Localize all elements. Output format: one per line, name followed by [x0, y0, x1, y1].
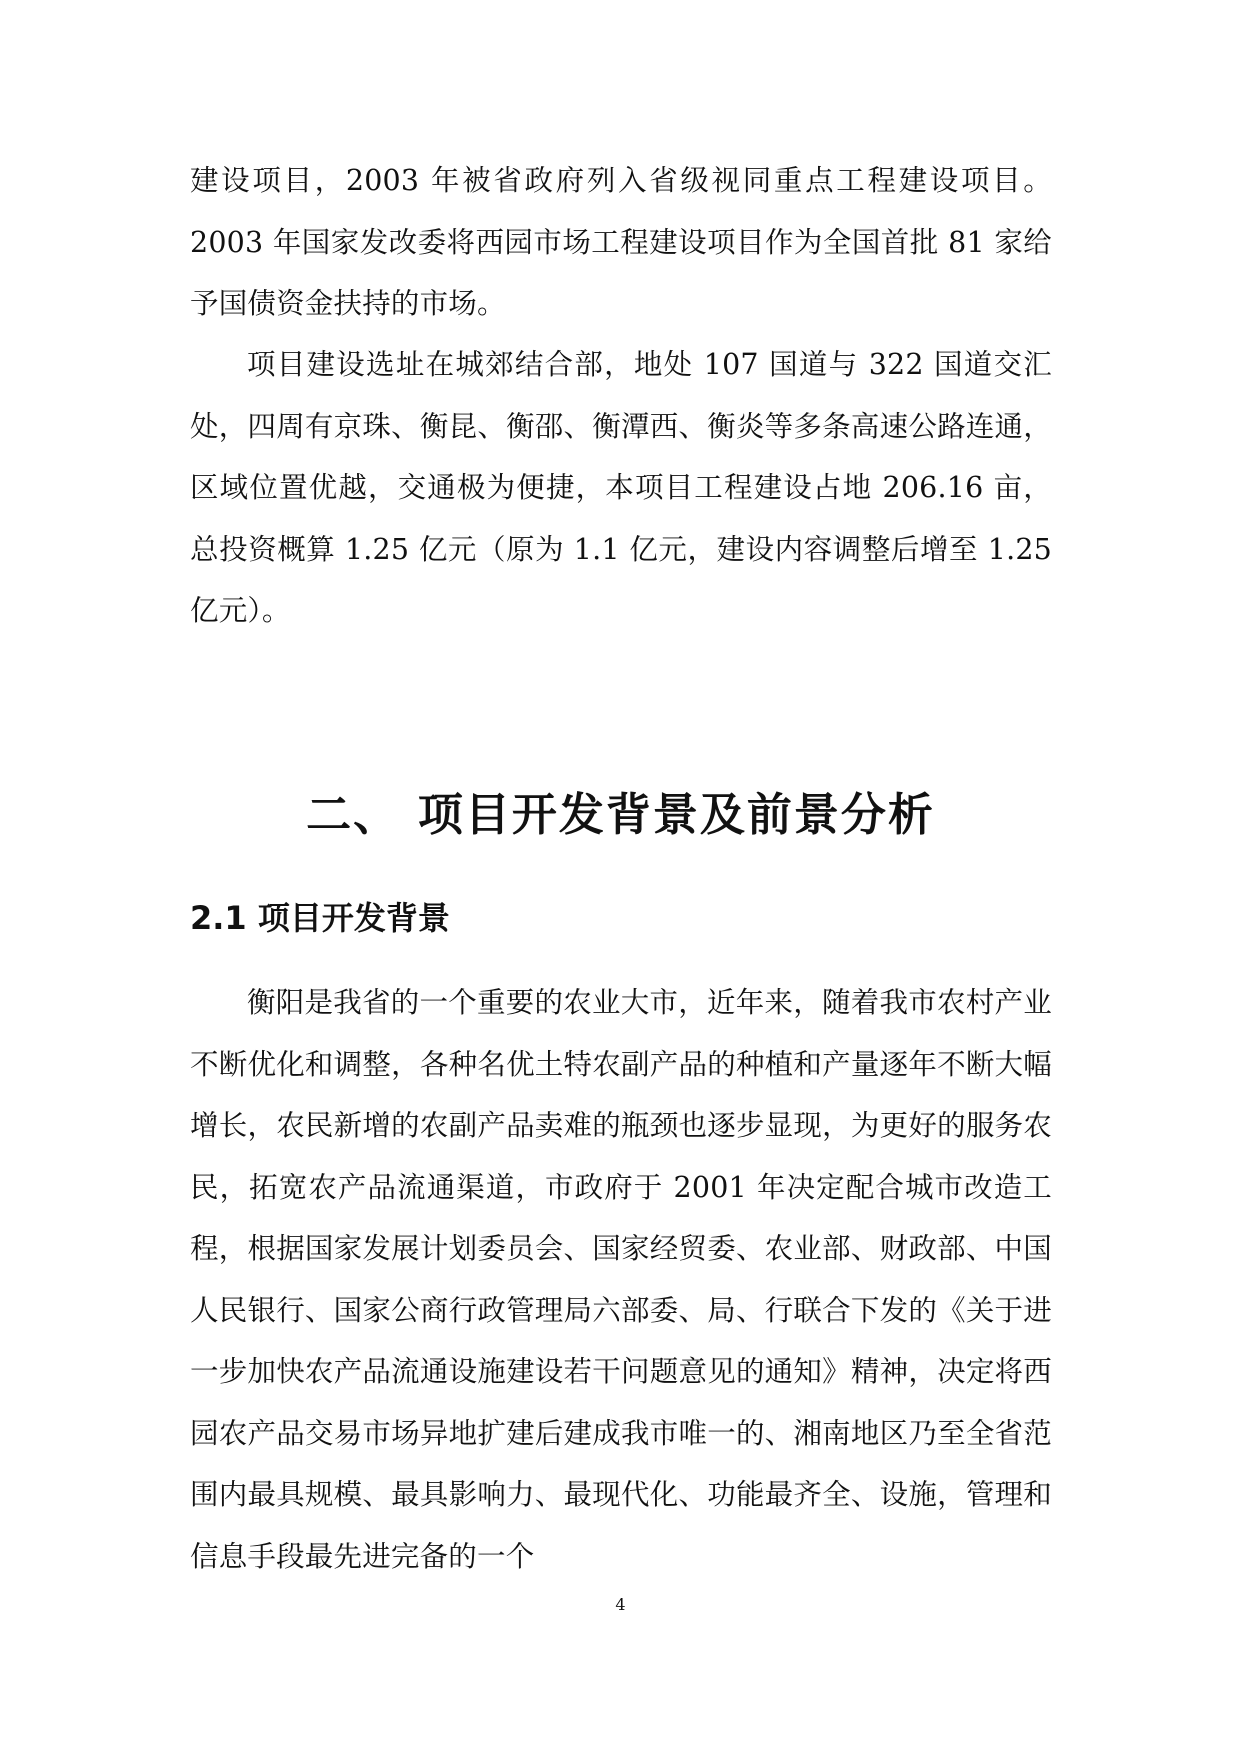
section-heading: 2.1 项目开发背景: [190, 899, 450, 937]
paragraph-site-location: 项目建设选址在城郊结合部，地处 107 国道与 322 国道交汇处，四周有京珠、衡昆、衡邵、衡潭西、衡炎等多条高速公路连通，区域位置优越，交通极为便捷，本项目工程建设占地 206.16 亩，总投资概算 1.25 亿元（原为 1.1 亿元，建设内容调整后增至 1.25 亿元）。: [190, 348, 1052, 627]
paragraph-continuation: 建设项目，2003 年被省政府列入省级视同重点工程建设项目。2003 年国家发改委将西园市场工程建设项目作为全国首批 81 家给予国债资金扶持的市场。: [190, 164, 1052, 320]
paragraph-background: 衡阳是我省的一个重要的农业大市，近年来，随着我市农村产业不断优化和调整，各种名优土特农副产品的种植和产量逐年不断大幅增长，农民新增的农副产品卖难的瓶颈也逐步显现，为更好的服务农民，拓宽农产品流通渠道，市政府于 2001 年决定配合城市改造工程，根据国家发展计划委员会、国家经贸委、农业部、财政部、中国人民银行、国家公商行政管理局六部委、局、行联合下发的《关于进一步加快农产品流通设施建设若干问题意见的通知》精神，决定将西园农产品交易市场异地扩建后建成我市唯一的、湘南地区乃至全省范围内最具规模、最具影响力、最现代化、功能最齐全、设施，管理和信息手段最先进完备的一个: [190, 986, 1052, 1573]
page-number: 4: [615, 1595, 626, 1614]
chapter-heading: 二、 项目开发背景及前景分析: [306, 788, 935, 841]
